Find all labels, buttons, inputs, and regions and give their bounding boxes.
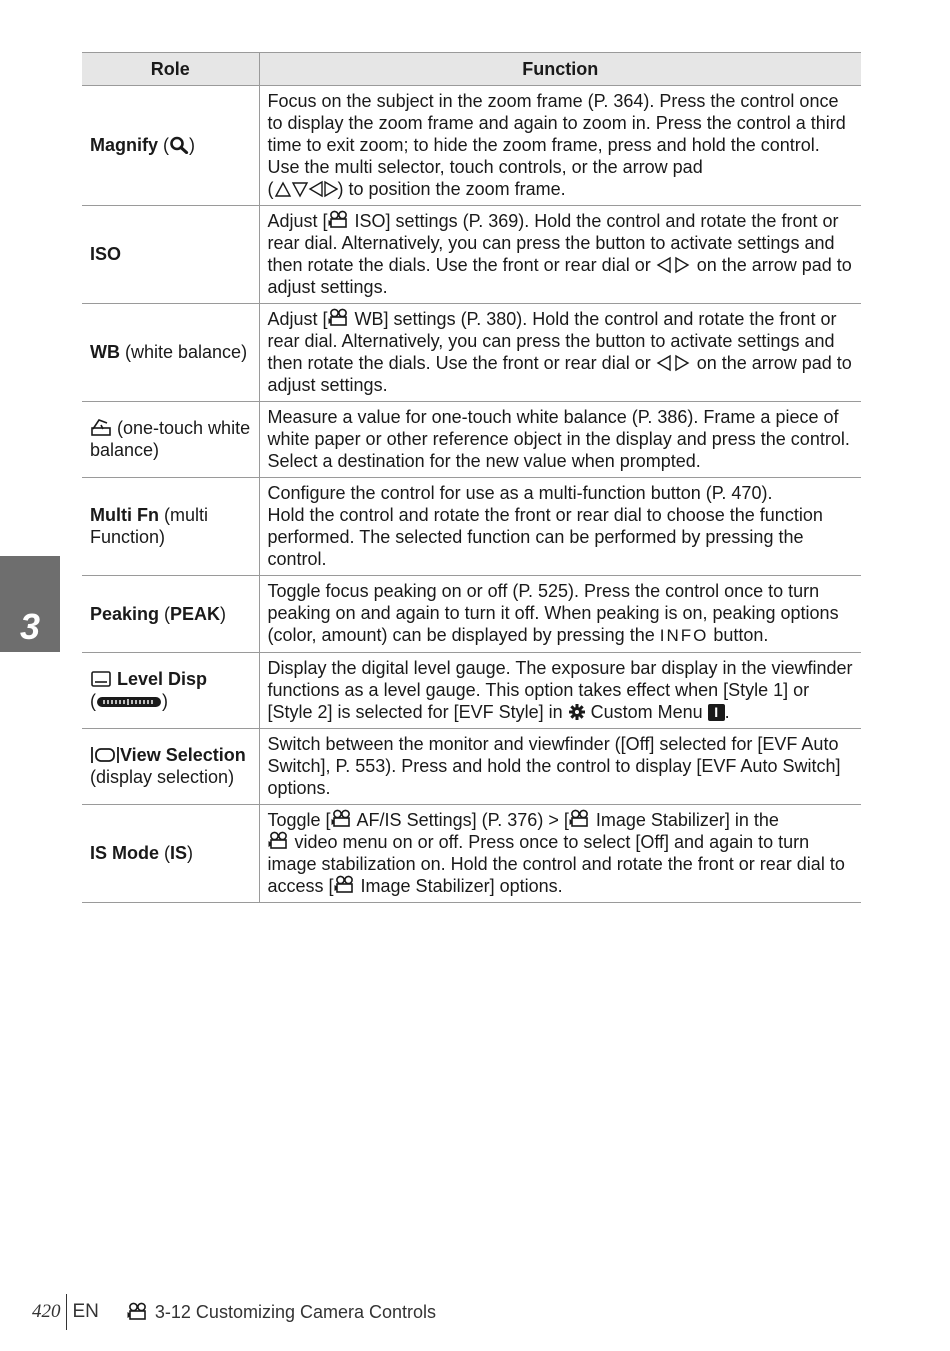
role-name: ISO <box>90 244 122 264</box>
role-paren: ( <box>90 691 96 711</box>
role-paren: ( <box>159 843 171 863</box>
function-cell-peaking <box>259 576 861 653</box>
role-name: Magnify <box>90 135 159 155</box>
role-cell-magnify <box>82 86 259 206</box>
role-desc: (white balance) <box>120 342 248 362</box>
role-cell-peaking <box>82 576 259 653</box>
role-paren: ( <box>158 135 170 155</box>
role-desc: (display selection) <box>90 767 235 787</box>
language-label: EN <box>72 1301 99 1322</box>
chapter-number: 3 <box>19 606 41 647</box>
role-cell-level-disp <box>82 653 259 729</box>
function-text: ( <box>267 179 274 199</box>
magnify-icon <box>169 136 189 154</box>
function-text: . <box>724 702 730 722</box>
page-footer <box>32 1292 436 1332</box>
function-text: Adjust [ <box>267 309 328 329</box>
table-row <box>82 86 861 206</box>
table-row <box>82 653 861 729</box>
role-abbrev: PEAK <box>170 603 221 624</box>
role-name: View Selection <box>120 745 246 765</box>
role-cell-is-mode <box>82 805 259 903</box>
movie-icon <box>331 809 353 829</box>
table-row <box>82 304 861 402</box>
page-number: 420 <box>32 1301 61 1322</box>
movie-icon <box>569 809 591 829</box>
table-row <box>82 478 861 576</box>
level-disp-icon <box>90 670 112 688</box>
function-text: on the arrow pad to adjust settings. <box>267 255 852 297</box>
function-cell-wb <box>259 304 861 402</box>
function-text: button. <box>708 625 769 645</box>
function-text: ISO] settings (P. 369). Hold the control and rotate the front or rear dial. Alternatively, you can press the button to activate settings and then rotate the dials. Use the front or rear dial or <box>267 211 839 275</box>
role-paren: ( <box>159 603 171 624</box>
function-cell-multi-fn <box>259 478 861 576</box>
movie-icon <box>268 831 290 851</box>
table-row <box>82 206 861 304</box>
function-text: Adjust [ <box>267 211 328 231</box>
function-text: Toggle focus peaking on or off (P. 525). Press the control once to turn peaking on and again to turn it off. When peaking is on, peaking options (color, amount) can be displayed by pressing the <box>267 581 839 645</box>
view-selection-icon <box>90 746 120 764</box>
table-header-row <box>82 53 861 86</box>
footer-divider <box>66 1294 67 1330</box>
function-cell-level-disp <box>259 653 861 729</box>
role-name: Level Disp <box>117 669 208 689</box>
function-text: Configure the control for use as a multi-function button (P. 470). <box>267 483 773 503</box>
movie-icon <box>127 1302 149 1322</box>
function-text: WB] settings (P. 380). Hold the control and rotate the front or rear dial. Alternatively, you can press the button to activate settings and then rotate the dials. Use the front or rear dial or <box>267 309 837 373</box>
function-text: Switch between the monitor and viewfinder ([Off] selected for [EVF Auto Switch], P. 553). Press and hold the control to display [EVF Auto Switch] options. <box>267 734 841 798</box>
role-paren: ) <box>187 843 194 863</box>
function-text: Custom Menu <box>585 702 708 722</box>
info-button-label: INFO <box>659 626 709 645</box>
function-text: Display the digital level gauge. The exposure bar display in the viewfinder functions as a level gauge. This option takes effect when [Style 1] or [Style 2] is selected for [EVF Style] in <box>267 658 853 722</box>
table-row <box>82 805 861 903</box>
function-cell-iso <box>259 206 861 304</box>
role-name: Multi Fn <box>90 505 159 525</box>
section-title: 3-12 Customizing Camera Controls <box>154 1301 437 1322</box>
movie-icon <box>328 308 350 328</box>
header-role: Role <box>82 53 259 86</box>
role-name: WB <box>90 342 120 362</box>
function-cell-is-mode <box>259 805 861 903</box>
arrow-pad-icon <box>274 180 338 198</box>
function-text: Hold the control and rotate the front or rear dial to choose the function performed. The selected function can be performed by pressing the control. <box>267 505 823 569</box>
function-text: video menu on or off. Press once to select [Off] and again to turn image stabilization on. Hold the control and rotate the front or rear dial to access [ <box>267 832 845 896</box>
function-text: Toggle [ <box>267 810 331 830</box>
chapter-tab <box>0 556 60 652</box>
level-gauge-icon <box>96 694 162 710</box>
role-abbrev: IS <box>170 843 188 863</box>
role-name: Peaking <box>90 603 160 624</box>
table-row <box>82 402 861 478</box>
function-cell-magnify <box>259 86 861 206</box>
roles-table <box>82 52 861 903</box>
movie-icon <box>328 210 350 230</box>
role-desc: (one-touch white balance) <box>90 418 251 460</box>
function-cell-one-touch-wb <box>259 402 861 478</box>
function-cell-view-selection <box>259 729 861 805</box>
role-cell-one-touch-wb <box>82 402 259 478</box>
function-text: AF/IS Settings] (P. 376) > [ <box>352 810 569 830</box>
movie-icon <box>334 875 356 895</box>
function-text: Image Stabilizer] in the <box>590 810 779 830</box>
role-desc: (multi Function) <box>90 505 208 547</box>
gear-icon <box>568 703 586 721</box>
function-text: Measure a value for one-touch white balance (P. 386). Frame a piece of white paper or other reference object in the display and press the control. Select a destination for the new value when prompted. <box>267 407 850 471</box>
header-function: Function <box>259 53 861 86</box>
left-right-arrow-icon <box>656 256 692 274</box>
left-right-arrow-icon <box>656 354 692 372</box>
role-paren: ) <box>189 135 196 155</box>
one-touch-wb-icon <box>90 417 112 437</box>
custom-menu-tab-badge: I <box>708 704 725 721</box>
function-text: on the arrow pad to adjust settings. <box>267 353 852 395</box>
role-name: IS Mode <box>90 843 160 863</box>
function-text: Focus on the subject in the zoom frame (P. 364). Press the control once to display the zoom frame and again to zoom in. Press the control a third time to exit zoom; to hide the zoom frame, press and hold the control. Use the multi selector, touch controls, or the arrow pad <box>267 91 846 177</box>
role-cell-view-selection <box>82 729 259 805</box>
function-text: ) to position the zoom frame. <box>337 179 566 199</box>
role-cell-multi-fn <box>82 478 259 576</box>
role-cell-wb <box>82 304 259 402</box>
role-cell-iso <box>82 206 259 304</box>
table-row <box>82 729 861 805</box>
table-row <box>82 576 861 653</box>
function-text: Image Stabilizer] options. <box>355 876 563 896</box>
role-paren: ) <box>220 603 227 624</box>
role-paren: ) <box>162 691 168 711</box>
